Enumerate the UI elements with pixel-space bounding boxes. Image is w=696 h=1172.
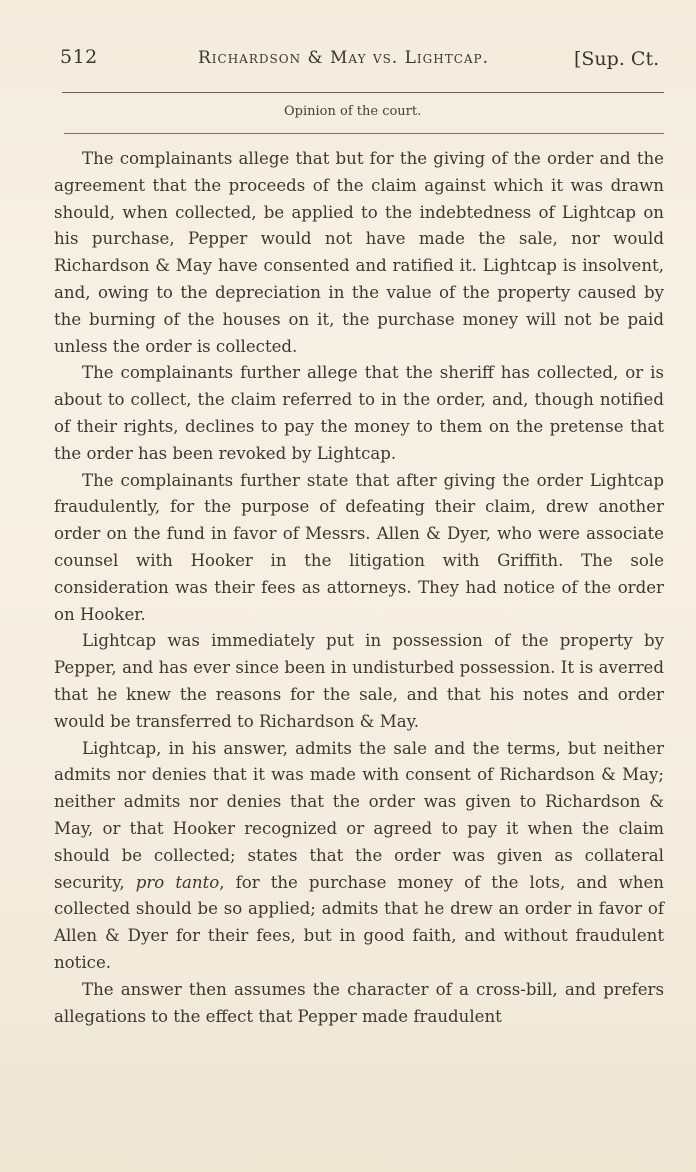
- subheading-rule: [64, 133, 664, 134]
- paragraph-3: The complainants further state that after giving the order Lightcap fraudulently, for the purpose of defeating their claim, drew another order on the fund in favor of Messrs. Allen & Dyer, who were associate counsel with Hooker in the litigation with Griffith. The sole consideration was their fees as attorneys. They had notice of the order on Hooker.: [54, 470, 664, 624]
- court-label: [Sup. Ct.: [574, 48, 660, 70]
- paragraph-2: The complainants further allege that the sheriff has collected, or is about to collect, the claim referred to in the order, and, though notified of their rights, declines to pay the money to them on the pretense that the order has been revoked by Lightcap.: [54, 363, 664, 463]
- section-subheading: Opinion of the court.: [284, 104, 422, 119]
- paragraph-1: The complainants allege that but for the giving of the order and the agreement that the proceeds of the claim against which it was drawn should, when collected, be applied to the indebtedness of Lightcap on his purchase, Pepper would not have made the sale, nor would Richardson & May have consented and ratified it. Lightcap is insolvent, and, owing to the depreciation in the value of the property caused by the burning of the houses on it, the purchase money will not be paid unless the order is collected.: [54, 149, 664, 356]
- paragraph-6: The answer then assumes the character of a cross-bill, and prefers allegations to the effect that Pepper made fraudulent: [54, 979, 664, 1026]
- page-number: 512: [60, 46, 98, 68]
- header-rule: [62, 92, 664, 93]
- opinion-body: [54, 146, 664, 1030]
- paragraph-5: [54, 736, 664, 977]
- running-title: Richardson & May vs. Lightcap.: [198, 48, 490, 68]
- paragraph-5-italic: pro tanto: [135, 872, 220, 892]
- paragraph-5-text-after: , for the purchase money of the lots, and when collected should be so applied; admits that he drew an order in favor of Allen & Dyer for their fees, but in good faith, and without fraudulent notice.: [54, 872, 664, 972]
- paragraph-4: Lightcap was immediately put in possession of the property by Pepper, and has ever since been in undisturbed possession. It is averred that he knew the reasons for the sale, and that his notes and order would be transferred to Richardson & May.: [54, 631, 664, 731]
- page-header: [58, 44, 673, 84]
- paragraph-5-text-before: Lightcap, in his answer, admits the sale and the terms, but neither admits nor denies that it was made with consent of Richardson & May; neither admits nor denies that the order was given to Richardson & May, or that Hooker recognized or agreed to pay it when the claim should be collected; states that the order was given as collateral security,: [54, 738, 664, 892]
